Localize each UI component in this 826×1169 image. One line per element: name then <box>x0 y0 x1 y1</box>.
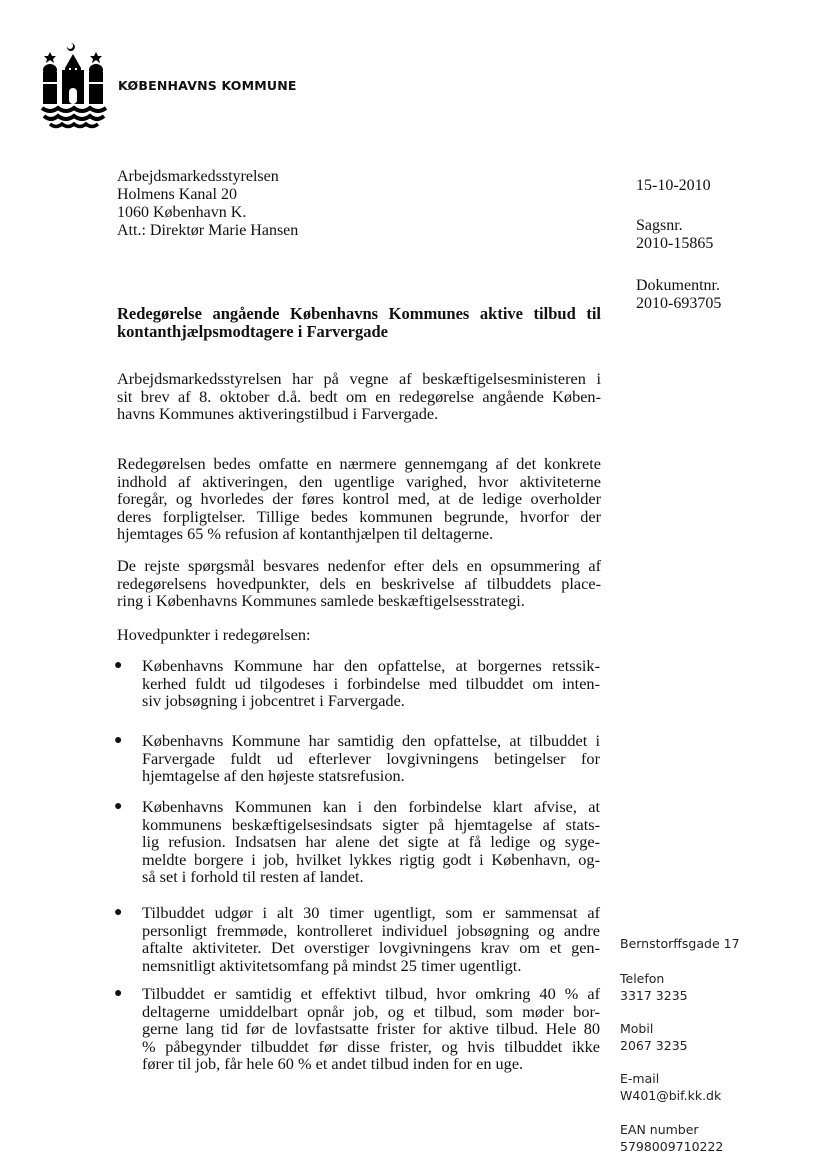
text-line: hjemtagelse af den højeste statsrefusion. <box>142 766 405 786</box>
document-number: 2010-693705 <box>636 295 722 312</box>
mobile-label: Mobil <box>620 1021 654 1036</box>
text-line: fører til job, får hele 60 % et andet tilbud inden for en uge. <box>142 1054 524 1074</box>
list-item <box>142 985 600 1073</box>
recipient-line: Arbejdsmarkedsstyrelsen <box>117 168 279 185</box>
text-line: Farvergade fuldt ud efterlever lovgivningens betingelser for <box>142 748 600 768</box>
text-line: så set i forhold til resten af landet. <box>142 867 364 887</box>
recipient-line: Holmens Kanal 20 <box>117 186 237 203</box>
bullet-icon: ● <box>114 905 123 920</box>
castle-logo-icon <box>40 32 112 132</box>
address: Bernstorffsgade 17 <box>620 936 740 951</box>
text-line: nemsnitligt aktivitetsomfang på mindst 25 timer ugentligt. <box>142 955 522 975</box>
phone: 3317 3235 <box>620 988 688 1003</box>
text-line: ring i Københavns Kommunes samlede beskæftigelsesstrategi. <box>117 591 525 611</box>
org-name: KØBENHAVNS KOMMUNE <box>118 78 297 93</box>
recipient-line: 1060 København K. <box>117 204 247 221</box>
letter-title <box>117 305 601 340</box>
text-line: kommunens beskæftigelsesindsats sigter på hjemtagelse af stats- <box>142 814 600 834</box>
paragraph-intro <box>117 370 601 423</box>
text-line: Københavns Kommune har samtidig den opfattelse, at tilbuddet i <box>142 731 600 750</box>
text-line: lig refusion. Indsatsen har alene det sigte at få ledige og syge- <box>142 832 600 852</box>
mobile: 2067 3235 <box>620 1038 688 1053</box>
text-line: Københavns Kommune har den opfattelse, at borgernes retssik- <box>142 656 600 675</box>
bullet-icon: ● <box>114 986 123 1001</box>
text-line: deltagerne umiddelbart opnår job, og et tilbud, som møder bor- <box>142 1001 600 1021</box>
text-line: siv jobsøgning i jobcentret i Farvergade. <box>142 691 405 711</box>
text-line: % påbegynder tilbuddet før disse frister, og hvis tilbuddet ikke <box>142 1036 600 1056</box>
text-line: gerne lang tid før de lovfastsatte frister for aktive tilbud. Hele 80 <box>142 1019 600 1039</box>
bullet-icon: ● <box>114 733 123 748</box>
list-item <box>142 904 600 974</box>
contact-sidebar <box>620 935 740 1155</box>
list-item <box>142 732 600 785</box>
paragraph-scope <box>117 455 601 543</box>
text-line: De rejste spørgsmål besvares nedenfor efter dels en opsummering af <box>117 556 601 575</box>
text-line: Arbejdsmarkedsstyrelsen har på vegne af beskæftigelsesministeren i <box>117 369 601 388</box>
case-number-label: Sagsnr. <box>636 217 683 234</box>
text-line: meldte borgere i job, hvilket lykkes rigtig godt i København, og- <box>142 849 600 869</box>
text-line: deres forpligtelser. Tillige bedes kommunen begrunde, hvorfor der <box>117 506 601 526</box>
list-heading: Hovedpunkter i redegørelsen: <box>117 625 311 644</box>
case-number: 2010-15865 <box>636 235 714 252</box>
email-label: E-mail <box>620 1071 660 1086</box>
bullet-icon: ● <box>114 799 123 814</box>
text-line: Redegørelse angående Københavns Kommunes aktive tilbud til <box>117 304 601 323</box>
date: 15-10-2010 <box>636 177 711 194</box>
paragraph-answer <box>117 557 601 610</box>
phone-label: Telefon <box>620 971 665 986</box>
text-line: redegørelsens hovedpunkter, dels en beskrivelse af tilbuddets place- <box>117 573 601 593</box>
ean-label: EAN number <box>620 1122 699 1137</box>
email: W401@bif.kk.dk <box>620 1088 722 1103</box>
text-line: Københavns Kommunen kan i den forbindelse klart afvise, at <box>142 797 600 816</box>
text-line: sit brev af 8. oktober d.å. bedt om en redegørelse angående Køben- <box>117 386 601 406</box>
text-line: Tilbuddet udgør i alt 30 timer ugentligt, som er sammensat af <box>142 903 600 922</box>
text-line: Tilbuddet er samtidig et effektivt tilbud, hvor omkring 40 % af <box>142 984 600 1003</box>
text-line: Redegørelsen bedes omfatte en nærmere gennemgang af det konkrete <box>117 454 601 473</box>
text-line: indhold af aktiveringen, den ugentlige varighed, hvor aktiviteterne <box>117 471 601 491</box>
recipient-line: Att.: Direktør Marie Hansen <box>117 222 299 239</box>
ean: 5798009710222 <box>620 1139 724 1154</box>
text-line: aftalte aktiviteter. Det overstiger lovgivningens krav om et gen- <box>142 938 600 958</box>
list-item <box>142 798 600 886</box>
document-meta <box>636 177 721 313</box>
list-item <box>142 657 600 710</box>
text-line: foregår, og hvorledes der føres kontrol med, at de ledige overholder <box>117 489 601 509</box>
text-line: hjemtages 65 % refusion af kontanthjælpen til deltagerne. <box>117 524 494 544</box>
text-line: havns Kommunes aktiveringstilbud i Farvergade. <box>117 404 439 424</box>
text-line: kontanthjælpsmodtagere i Farvergade <box>117 321 389 341</box>
text-line: personligt fremmøde, kontrolleret individuel jobsøgning og andre <box>142 920 600 940</box>
recipient-address <box>117 168 298 240</box>
text-line: kerhed fuldt ud tilgodeses i forbindelse med tilbuddet om inten- <box>142 673 600 693</box>
document-number-label: Dokumentnr. <box>636 277 720 294</box>
bullet-icon: ● <box>114 658 123 673</box>
kobenhavn-coat-of-arms-logo <box>40 32 112 132</box>
